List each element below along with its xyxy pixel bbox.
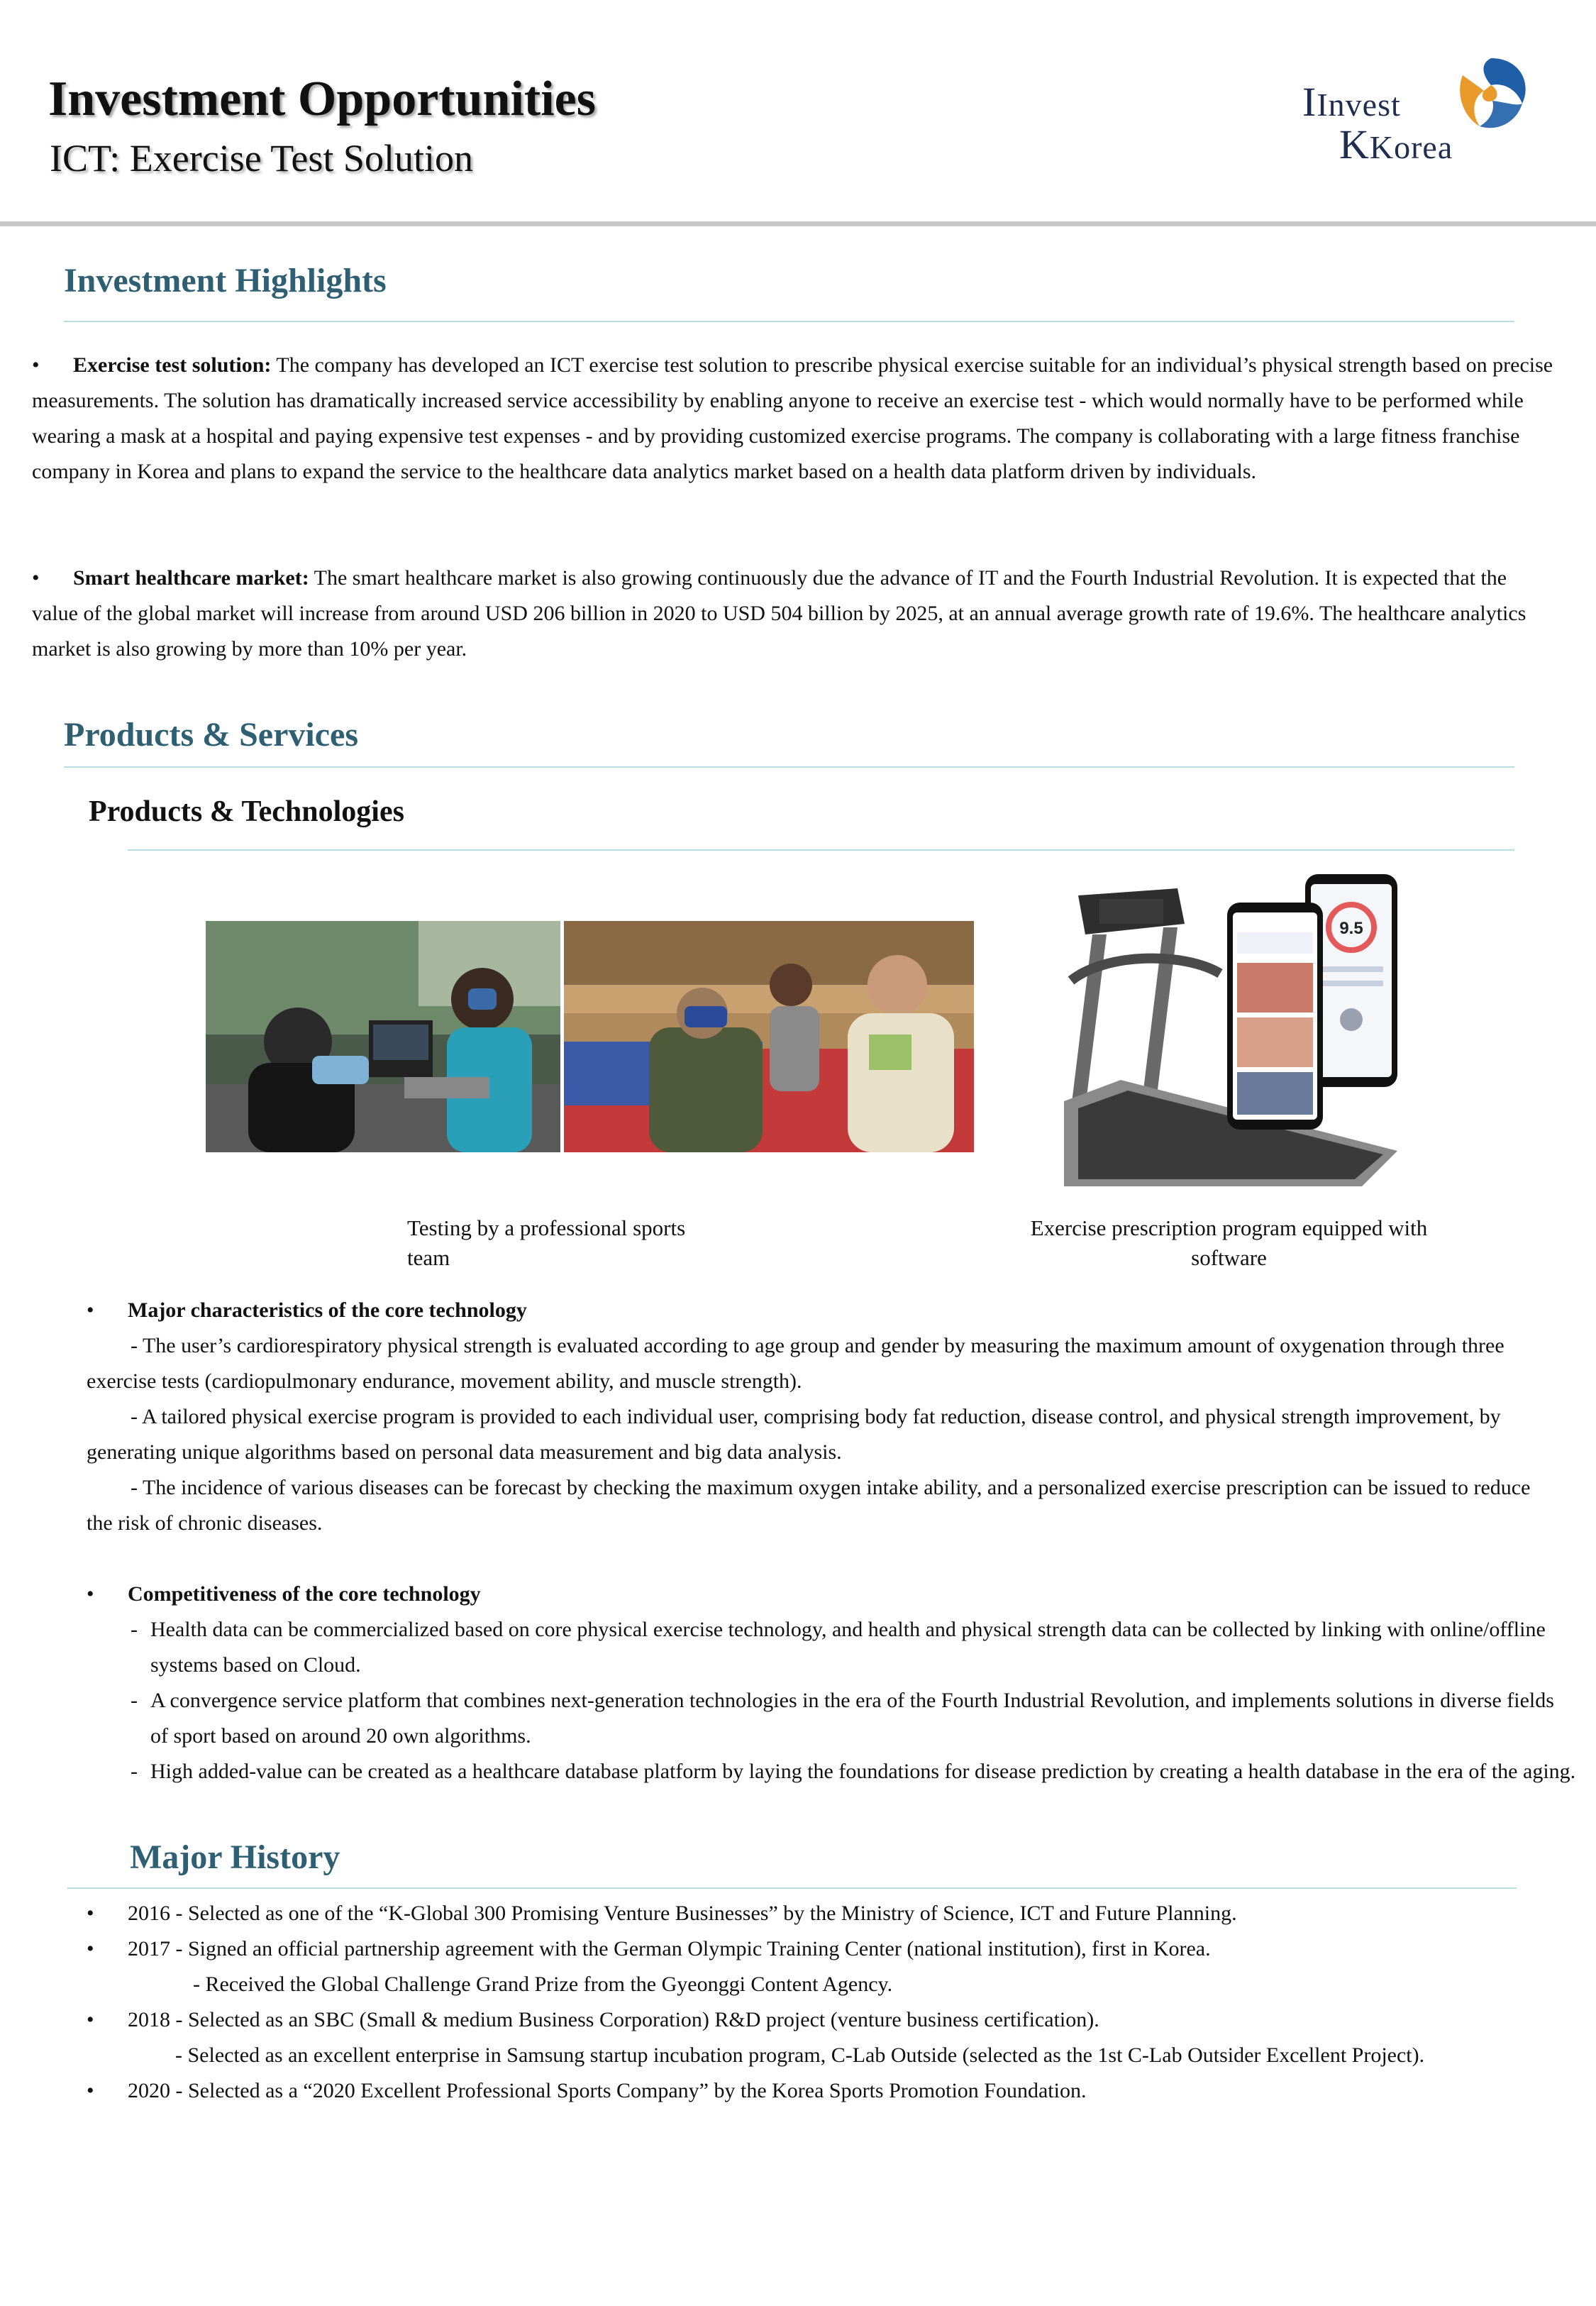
competitiveness-heading: • Competitiveness of the core technology <box>87 1577 1576 1612</box>
page-subtitle: ICT: Exercise Test Solution <box>50 137 473 180</box>
logo-korea-text: KKorea <box>1339 121 1453 167</box>
competitiveness-block <box>87 1577 1576 1789</box>
invest-korea-logo <box>1298 54 1532 175</box>
page-title: Investment Opportunities <box>48 72 596 126</box>
bullet-icon: • <box>87 1298 94 1322</box>
products-services-heading: Products & Services <box>64 716 359 754</box>
treadmill-app-photo <box>1064 867 1419 1186</box>
caption-testing: Testing by a professional sports team <box>407 1215 686 1270</box>
bullet-icon: • <box>87 2079 94 2102</box>
highlight-label: Exercise test solution: <box>73 353 272 377</box>
major-history-heading: Major History <box>130 1838 340 1876</box>
bullet-icon: • <box>32 353 40 377</box>
history-item: • 2017 - Signed an official partnership agreement with the German Olympic Training Center (national institution), first in Korea. <box>87 1931 1576 1967</box>
lab-testing-photo <box>206 921 560 1152</box>
core-line: - The user’s cardiorespiratory physical strength is evaluated according to age group and gender by measuring the maximum amount of oxygenation through three exercise tests (cardiopulmonary endurance, movement ability, and muscle strength). <box>87 1334 1504 1393</box>
bullet-icon: • <box>32 566 40 590</box>
highlight-text: The smart healthcare market is also growing continuously due the advance of IT and the Fourth Industrial Revolution. It is expected that the value of the global market will increase from around USD 206 billion in 2020 to USD 504 billion by 2025, at an annual average growth rate of 19.6%. The healthcare analytics market is also growing by more than 10% per year. <box>32 566 1526 661</box>
highlight-item-smart-healthcare <box>32 561 1557 667</box>
core-characteristics-heading: • Major characteristics of the core technology <box>87 1293 1541 1328</box>
core-characteristics-block <box>87 1293 1541 1541</box>
products-divider <box>64 766 1514 768</box>
technologies-divider <box>128 849 1514 851</box>
bullet-icon: • <box>87 2008 94 2031</box>
phone-speed-readout: 9.5 <box>1339 919 1363 938</box>
bullet-icon: • <box>87 1902 94 1925</box>
history-divider <box>67 1887 1517 1889</box>
sports-team-testing-photo <box>564 921 974 1152</box>
products-technologies-heading: Products & Technologies <box>89 795 404 828</box>
history-subitem: - Received the Global Challenge Grand Prize from the Gyeonggi Content Agency. <box>193 1973 893 1996</box>
investment-highlights-heading: Investment Highlights <box>64 262 387 299</box>
core-line: - The incidence of various diseases can be forecast by checking the maximum oxygen intake ability, and a personalized exercise prescription can be issued to reduce the risk of chronic diseases. <box>87 1476 1531 1535</box>
core-line: - A tailored physical exercise program is provided to each individual user, comprising body fat reduction, disease control, and physical strength improvement, by generating unique algorithms based on personal data measurement and big data analysis. <box>87 1405 1501 1464</box>
history-list <box>87 1896 1576 2109</box>
competitiveness-line: - Health data can be commercialized based on core physical exercise technology, and health and physical strength data can be collected by linking with online/offline systems based on Cloud. <box>131 1618 1546 1677</box>
highlight-label: Smart healthcare market: <box>73 566 309 590</box>
caption-prescription: Exercise prescription program equipped with software <box>1030 1215 1428 1270</box>
competitiveness-line: - High added-value can be created as a healthcare database platform by laying the foundations for disease prediction by creating a health database in the era of the aging. <box>131 1760 1576 1783</box>
history-subitem: - Selected as an excellent enterprise in Samsung startup incubation program, C-Lab Outside (selected as the 1st C-Lab Outsider Excellent Project). <box>175 2043 1425 2067</box>
highlights-divider <box>64 321 1514 322</box>
history-item: • 2016 - Selected as one of the “K-Global 300 Promising Venture Businesses” by the Ministry of Science, ICT and Future Planning. <box>87 1896 1576 1931</box>
logo-invest-text: IInvest <box>1302 79 1401 125</box>
header-divider <box>0 221 1596 226</box>
history-item: • 2020 - Selected as a “2020 Excellent Professional Sports Company” by the Korea Sports Promotion Foundation. <box>87 2073 1576 2109</box>
page-header <box>0 0 1596 226</box>
history-item: • 2018 - Selected as an SBC (Small & medium Business Corporation) R&D project (venture business certification). <box>87 2002 1576 2038</box>
bullet-icon: • <box>87 1937 94 1960</box>
invest-korea-swirl-icon <box>1448 54 1534 132</box>
highlight-item-exercise-test <box>32 348 1557 490</box>
competitiveness-line: - A convergence service platform that combines next-generation technologies in the era of the Fourth Industrial Revolution, and implements solutions in diverse fields of sport based on around 20 own algorithms. <box>131 1689 1554 1748</box>
bullet-icon: • <box>87 1582 94 1606</box>
highlight-text: The company has developed an ICT exercise test solution to prescribe physical exercise suitable for an individual’s physical strength based on precise measurements. The solution has dramatically increased service accessibility by enabling anyone to receive an exercise test - which would normally have to be performed while wearing a mask at a hospital and paying expensive test expenses - and by providing customized exercise programs. The company is collaborating with a large fitness franchise company in Korea and plans to expand the service to the healthcare data analytics market based on a health data platform driven by individuals. <box>32 353 1553 483</box>
